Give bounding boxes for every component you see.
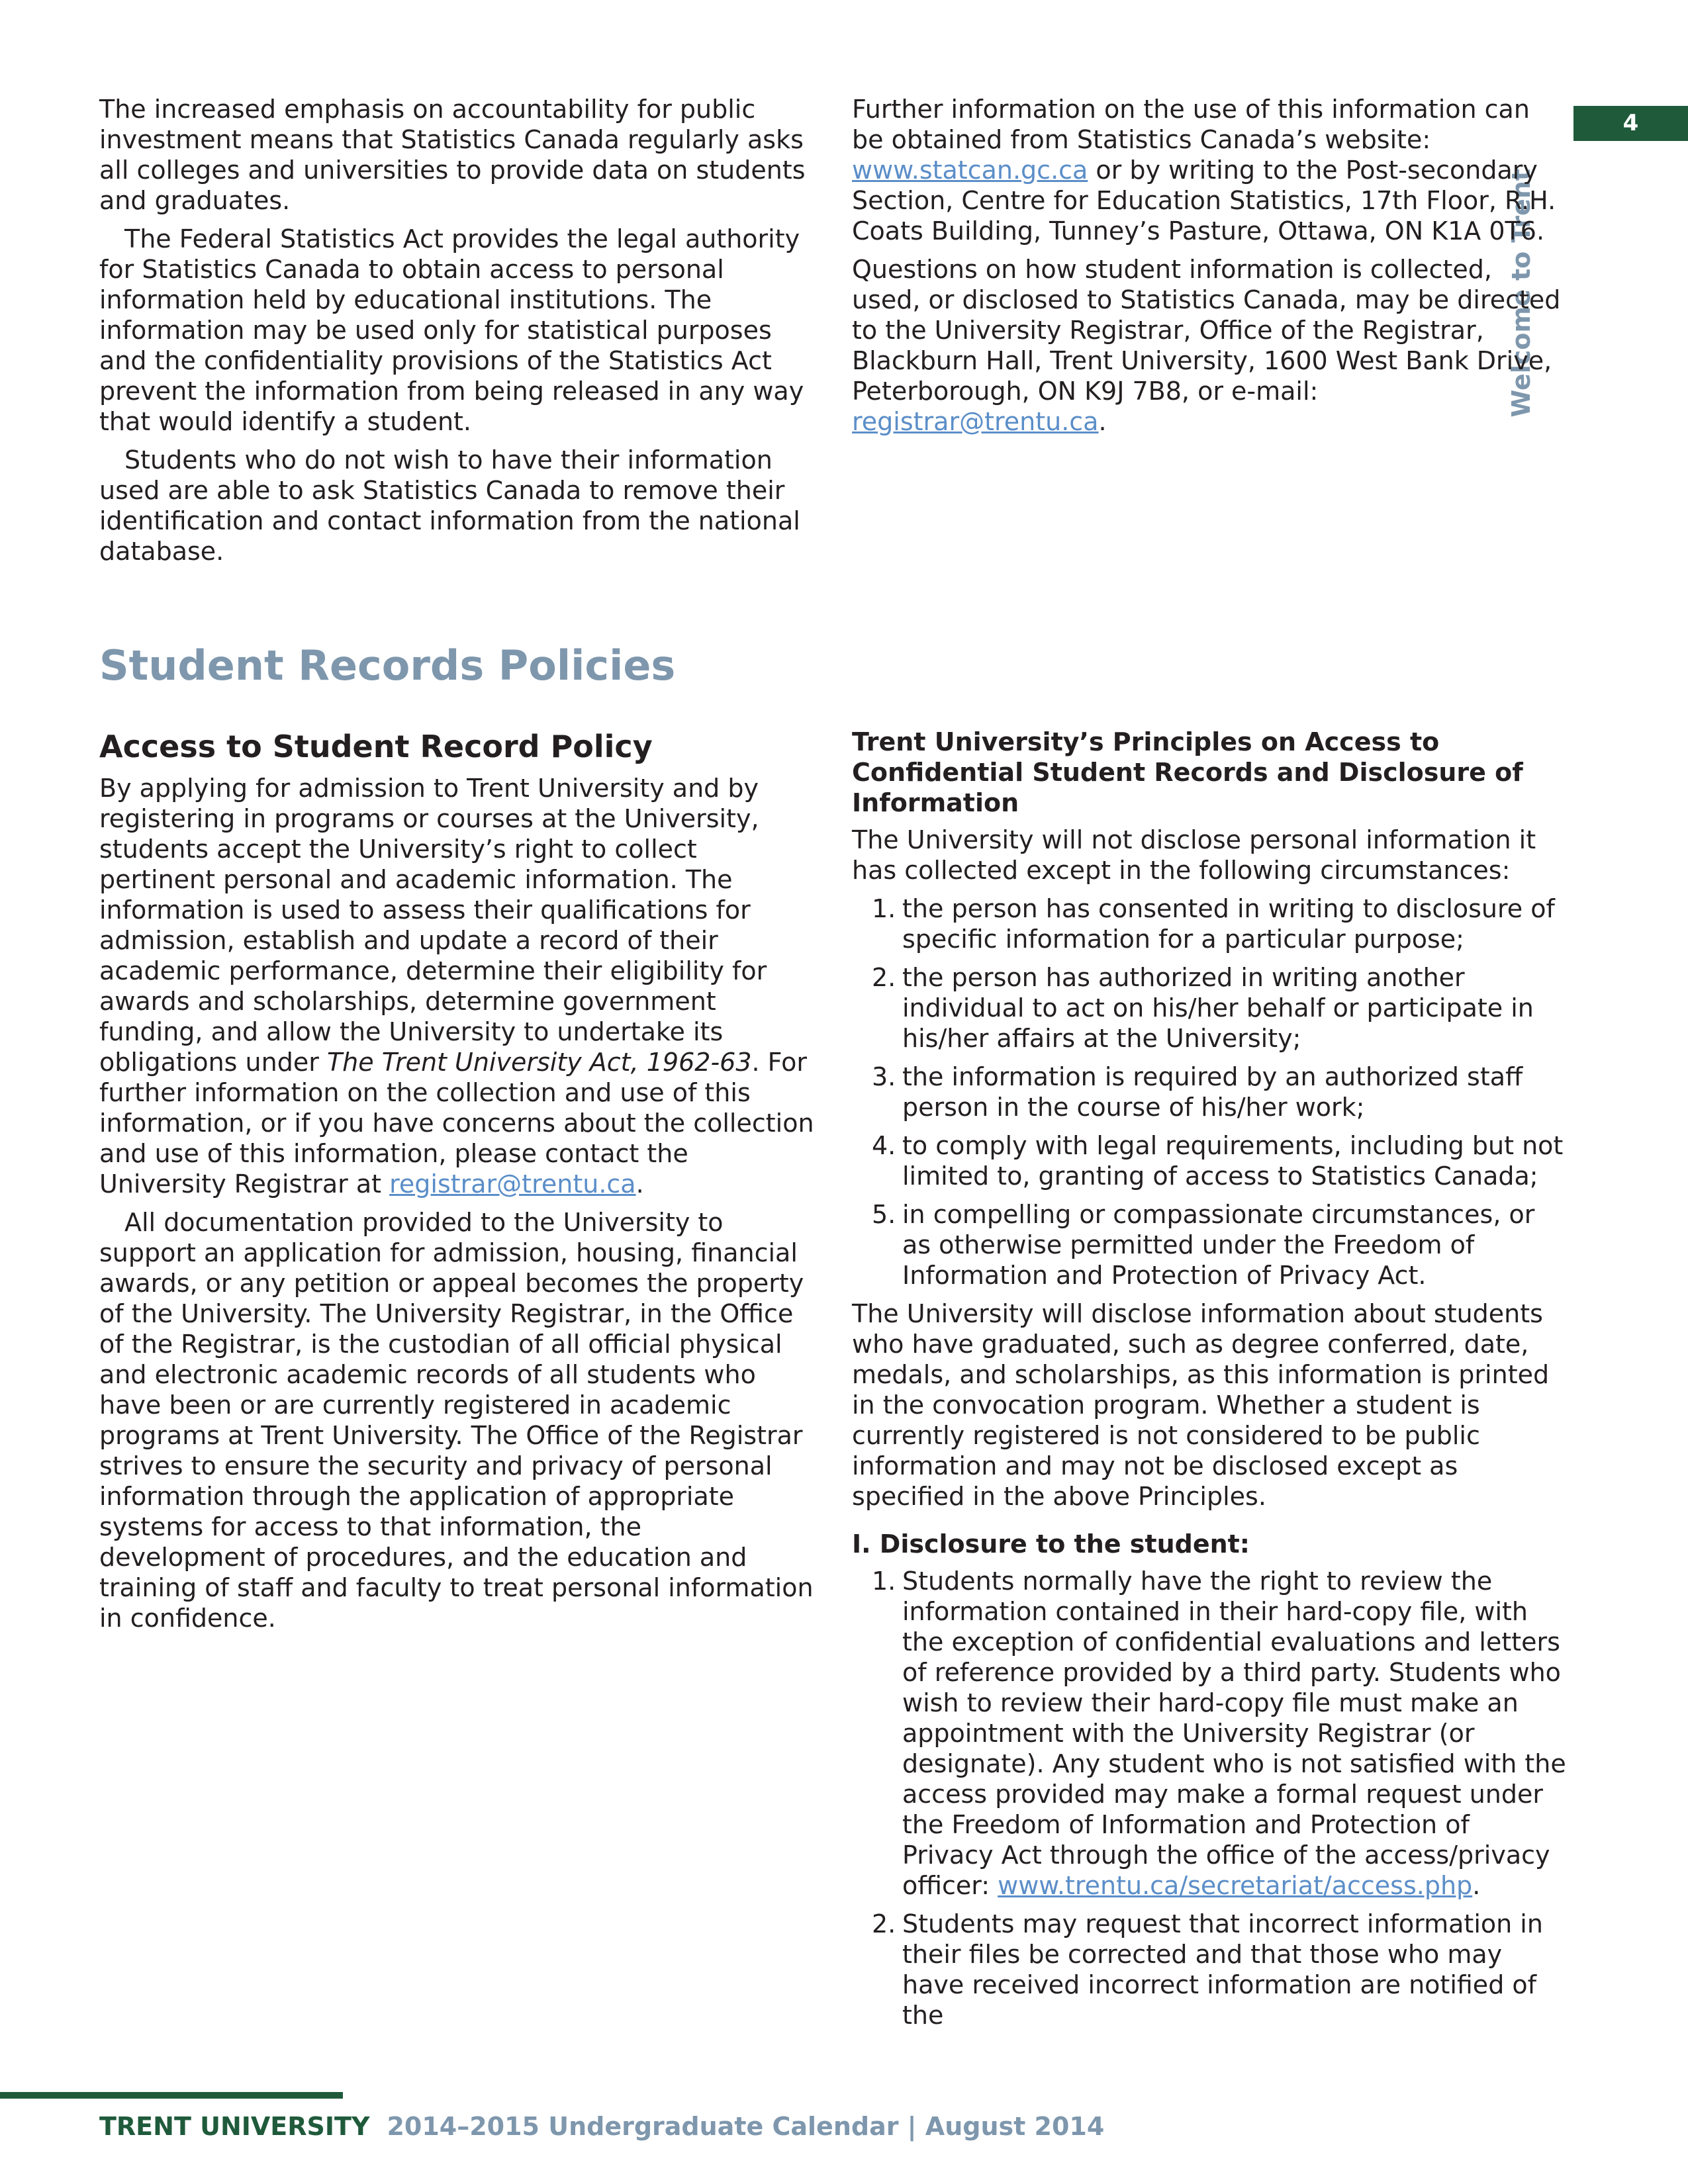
- list-item: 2. the person has authorized in writing another individual to act on his/her behalf or participate in his/her affairs at the University;: [872, 963, 1534, 1053]
- principles-list: [852, 893, 1567, 1291]
- disclosure-list: [852, 1566, 1567, 2030]
- registrar-email-link-2[interactable]: registrar@trentu.ca: [389, 1169, 636, 1199]
- intro-paragraph-3: Students who do not wish to have their information used are able to ask Statistics Canada to remove their identification and contact information from the national database.: [99, 445, 800, 566]
- list-item: 5. in compelling or compassionate circumstances, or as otherwise permitted under the Freedom of Information and Protection of Privacy Act.: [872, 1200, 1535, 1290]
- registrar-contact-paragraph: Questions on how student information is collected, used, or disclosed to Statistics Canada, may be directed to the University Registrar, Office of the Registrar, Blackburn Hall, Trent University, 1600 West Bank Drive, Peterborough, ON K9J 7B8, or e-mail: registrar@trentu.ca.: [852, 255, 1561, 436]
- section-title: Student Records Policies: [99, 641, 676, 690]
- page-number: 4: [1573, 106, 1688, 141]
- footer-calendar: 2014–2015 Undergraduate Calendar | August 2014: [387, 2112, 1105, 2141]
- intro-paragraph-1: The increased emphasis on accountability for public investment means that Statistics Canada regularly asks all colleges and universities to provide data on students and graduates.: [99, 95, 806, 215]
- statcan-link[interactable]: www.statcan.gc.ca: [852, 156, 1088, 185]
- access-policy-heading: Access to Student Record Policy: [99, 729, 653, 764]
- intro-left-column: [99, 94, 814, 574]
- list-item: 1. the person has consented in writing to disclosure of specific information for a particular purpose;: [872, 894, 1555, 954]
- principles-heading: Trent University’s Principles on Access to Confidential Student Records and Disclosure of Information: [852, 727, 1523, 817]
- access-privacy-link[interactable]: www.trentu.ca/secretariat/access.php: [998, 1871, 1473, 1900]
- principles-intro: The University will not disclose personal information it has collected except in the following circumstances:: [852, 825, 1536, 885]
- footer: [99, 2111, 1104, 2142]
- footer-brand: TRENT UNIVERSITY: [99, 2112, 370, 2141]
- section-side-label: Welcome to Trent: [1507, 169, 1536, 418]
- footer-rule: [0, 2092, 343, 2099]
- list-item: 3. the information is required by an authorized staff person in the course of his/her work;: [872, 1062, 1523, 1122]
- access-policy-paragraph-2: All documentation provided to the University to support an application for admission, housing, financial awards, or any petition or appeal becomes the property of the University. The University Registrar, in the Office of the Registrar, is the custodian of all official physical and electronic academic records of all students who have been or are currently registered in academic programs at Trent University. The Office of the Registrar strives to ensure the security and privacy of personal information through the application of appropriate systems for access to that information, the development of procedures, and the education and training of staff and faculty to treat personal information in confidence.: [99, 1208, 814, 1633]
- principles-column: [852, 727, 1567, 2038]
- intro-right-column: [852, 94, 1567, 445]
- access-policy-column: [99, 728, 814, 1641]
- statcan-info-paragraph: Further information on the use of this information can be obtained from Statistics Canada’s website: www.statcan.gc.ca or by writing to the Post-secondary Section, Centre for Education Statistics, 17th Floor, R.H. Coats Building, Tunney’s Pasture, Ottawa, ON K1A 0T6.: [852, 95, 1556, 246]
- list-item: 1. Students normally have the right to review the information contained in their hard-copy file, with the exception of confidential evaluations and letters of reference provided by a third party. Students who wish to review their hard-copy file must make an appointment with the University Registrar (or designate). Any student who is not satisfied with the access provided may make a formal request under the Freedom of Information and Protection of Privacy Act through the office of the access/privacy officer: www.trentu.ca/secretariat/access.php.: [872, 1567, 1566, 1900]
- list-item: 2. Students may request that incorrect information in their files be corrected and that those who may have received incorrect information are notified of the: [872, 1909, 1543, 2030]
- trent-act-title: The Trent University Act, 1962-63: [326, 1048, 752, 1077]
- intro-paragraph-2: The Federal Statistics Act provides the legal authority for Statistics Canada to obtain access to personal information held by educational institutions. The information may be used only for statistical purposes and the confidentiality provisions of the Statistics Act prevent the information from being released in any way that would identify a student.: [99, 224, 804, 436]
- registrar-email-link[interactable]: registrar@trentu.ca: [852, 407, 1099, 436]
- disclosure-heading: I. Disclosure to the student:: [852, 1529, 1250, 1559]
- list-item: 4. to comply with legal requirements, including but not limited to, granting of access to Statistics Canada;: [872, 1131, 1564, 1191]
- access-policy-paragraph-1: By applying for admission to Trent University and by registering in programs or courses at the University, students accept the University’s right to collect pertinent personal and academic information. The information is used to assess their qualifications for admission, establish and update a record of their academic performance, determine their eligibility for awards and scholarships, determine government funding, and allow the University to undertake its obligations under The Trent University Act, 1962-63. For further information on the collection and use of this information, or if you have concerns about the collection and use of this information, please contact the University Registrar at registrar@trentu.ca.: [99, 774, 814, 1199]
- graduates-paragraph: The University will disclose information about students who have graduated, such as degree conferred, date, medals, and scholarships, as this information is printed in the convocation program. Whether a student is currently registered is not considered to be public information and may not be disclosed except as specified in the above Principles.: [852, 1299, 1550, 1511]
